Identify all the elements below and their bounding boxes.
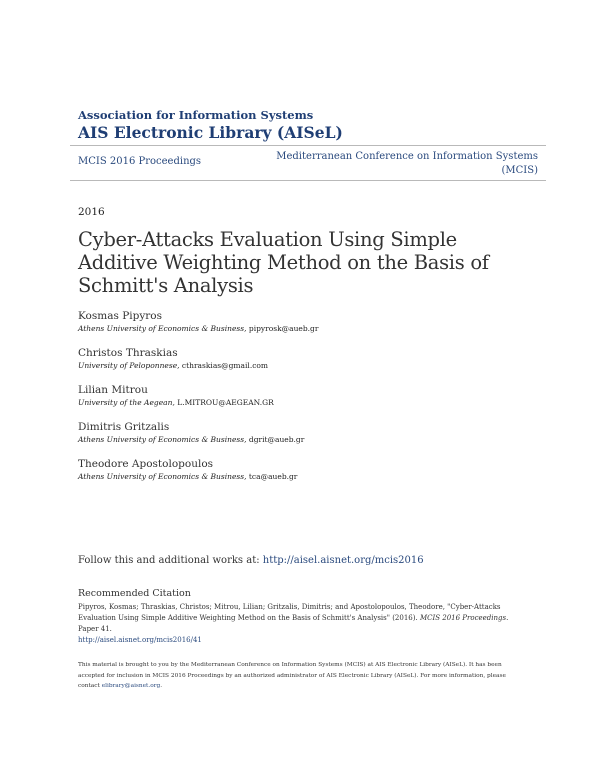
author-affiliation: Athens University of Economics & Business, pipyrosk@aueb.gr bbox=[78, 324, 319, 333]
author-entry bbox=[78, 383, 538, 408]
author-name: Lilian Mitrou bbox=[78, 384, 148, 396]
footnote-end: . bbox=[160, 683, 163, 689]
author-name: Christos Thraskias bbox=[78, 347, 178, 359]
footnote-text: This material is brought to you by the Mediterranean Conference on Information Systems (MCIS) at AIS Electronic Library (AISeL). It has been accepted for inclusion in MCIS 2016 Proceedings by an authorized administrator of AIS Electronic Library (AISeL). For more information, please contact bbox=[78, 662, 506, 689]
publication-year: 2016 bbox=[78, 206, 105, 218]
author-entry bbox=[78, 420, 538, 445]
author-email: dgrit@aueb.gr bbox=[248, 435, 305, 444]
author-email: tca@aueb.gr bbox=[248, 472, 298, 481]
author-list bbox=[78, 309, 538, 494]
affiliation-name: Athens University of Economics & Business bbox=[78, 324, 245, 333]
citation-text: Pipyros, Kosmas; Thraskias, Christos; Mitrou, Lilian; Gritzalis, Dimitris; and Apostolopoulos, Theodore, "Cyber-Attacks Evaluation Using Simple Additive Weighting Method on the Basis of Schmitt's Analysis" (2016). bbox=[78, 603, 501, 622]
citation-venue: MCIS 2016 Proceedings bbox=[419, 614, 507, 622]
author-email: cthraskias@gmail.com bbox=[181, 361, 269, 370]
citation-paper: . Paper 41. bbox=[78, 614, 509, 633]
author-affiliation: University of the Aegean, L.MITROU@AEGEAN.GR bbox=[78, 398, 274, 407]
proceedings-band bbox=[70, 145, 546, 181]
author-affiliation: Athens University of Economics & Business, tca@aueb.gr bbox=[78, 472, 298, 481]
contact-email-link[interactable]: elibrary@aisnet.org bbox=[101, 683, 161, 689]
author-entry bbox=[78, 346, 538, 371]
library-name: AIS Electronic Library (AISeL) bbox=[78, 123, 343, 142]
citation-link[interactable]: http://aisel.aisnet.org/mcis2016/41 bbox=[78, 636, 202, 644]
affiliation-name: University of the Aegean bbox=[78, 398, 173, 407]
proceedings-link[interactable]: MCIS 2016 Proceedings bbox=[78, 156, 202, 167]
affiliation-name: Athens University of Economics & Business bbox=[78, 472, 245, 481]
header bbox=[78, 108, 343, 143]
author-name: Kosmas Pipyros bbox=[78, 310, 163, 322]
author-affiliation: Athens University of Economics & Business, dgrit@aueb.gr bbox=[78, 435, 305, 444]
association-name: Association for Information Systems bbox=[78, 108, 314, 122]
recommended-citation-heading: Recommended Citation bbox=[78, 588, 191, 599]
paper-title: Cyber-Attacks Evaluation Using Simple Additive Weighting Method on the Basis of Schmitt's Analysis bbox=[78, 228, 489, 297]
follow-text: Follow this and additional works at: bbox=[78, 555, 263, 566]
follow-line bbox=[78, 555, 424, 566]
author-entry bbox=[78, 309, 538, 334]
follow-link[interactable]: http://aisel.aisnet.org/mcis2016 bbox=[262, 555, 424, 566]
recommended-citation bbox=[78, 602, 523, 646]
author-name: Dimitris Gritzalis bbox=[78, 421, 170, 433]
author-name: Theodore Apostolopoulos bbox=[78, 458, 214, 470]
affiliation-name: Athens University of Economics & Business bbox=[78, 435, 245, 444]
footnote bbox=[78, 660, 523, 692]
author-affiliation: University of Peloponnese, cthraskias@gmail.com bbox=[78, 361, 269, 370]
author-email: L.MITROU@AEGEAN.GR bbox=[177, 398, 274, 407]
author-entry bbox=[78, 457, 538, 482]
conference-link[interactable]: Mediterranean Conference on Information Systems (MCIS) bbox=[276, 151, 538, 176]
author-email: pipyrosk@aueb.gr bbox=[248, 324, 319, 333]
affiliation-name: University of Peloponnese bbox=[78, 361, 178, 370]
